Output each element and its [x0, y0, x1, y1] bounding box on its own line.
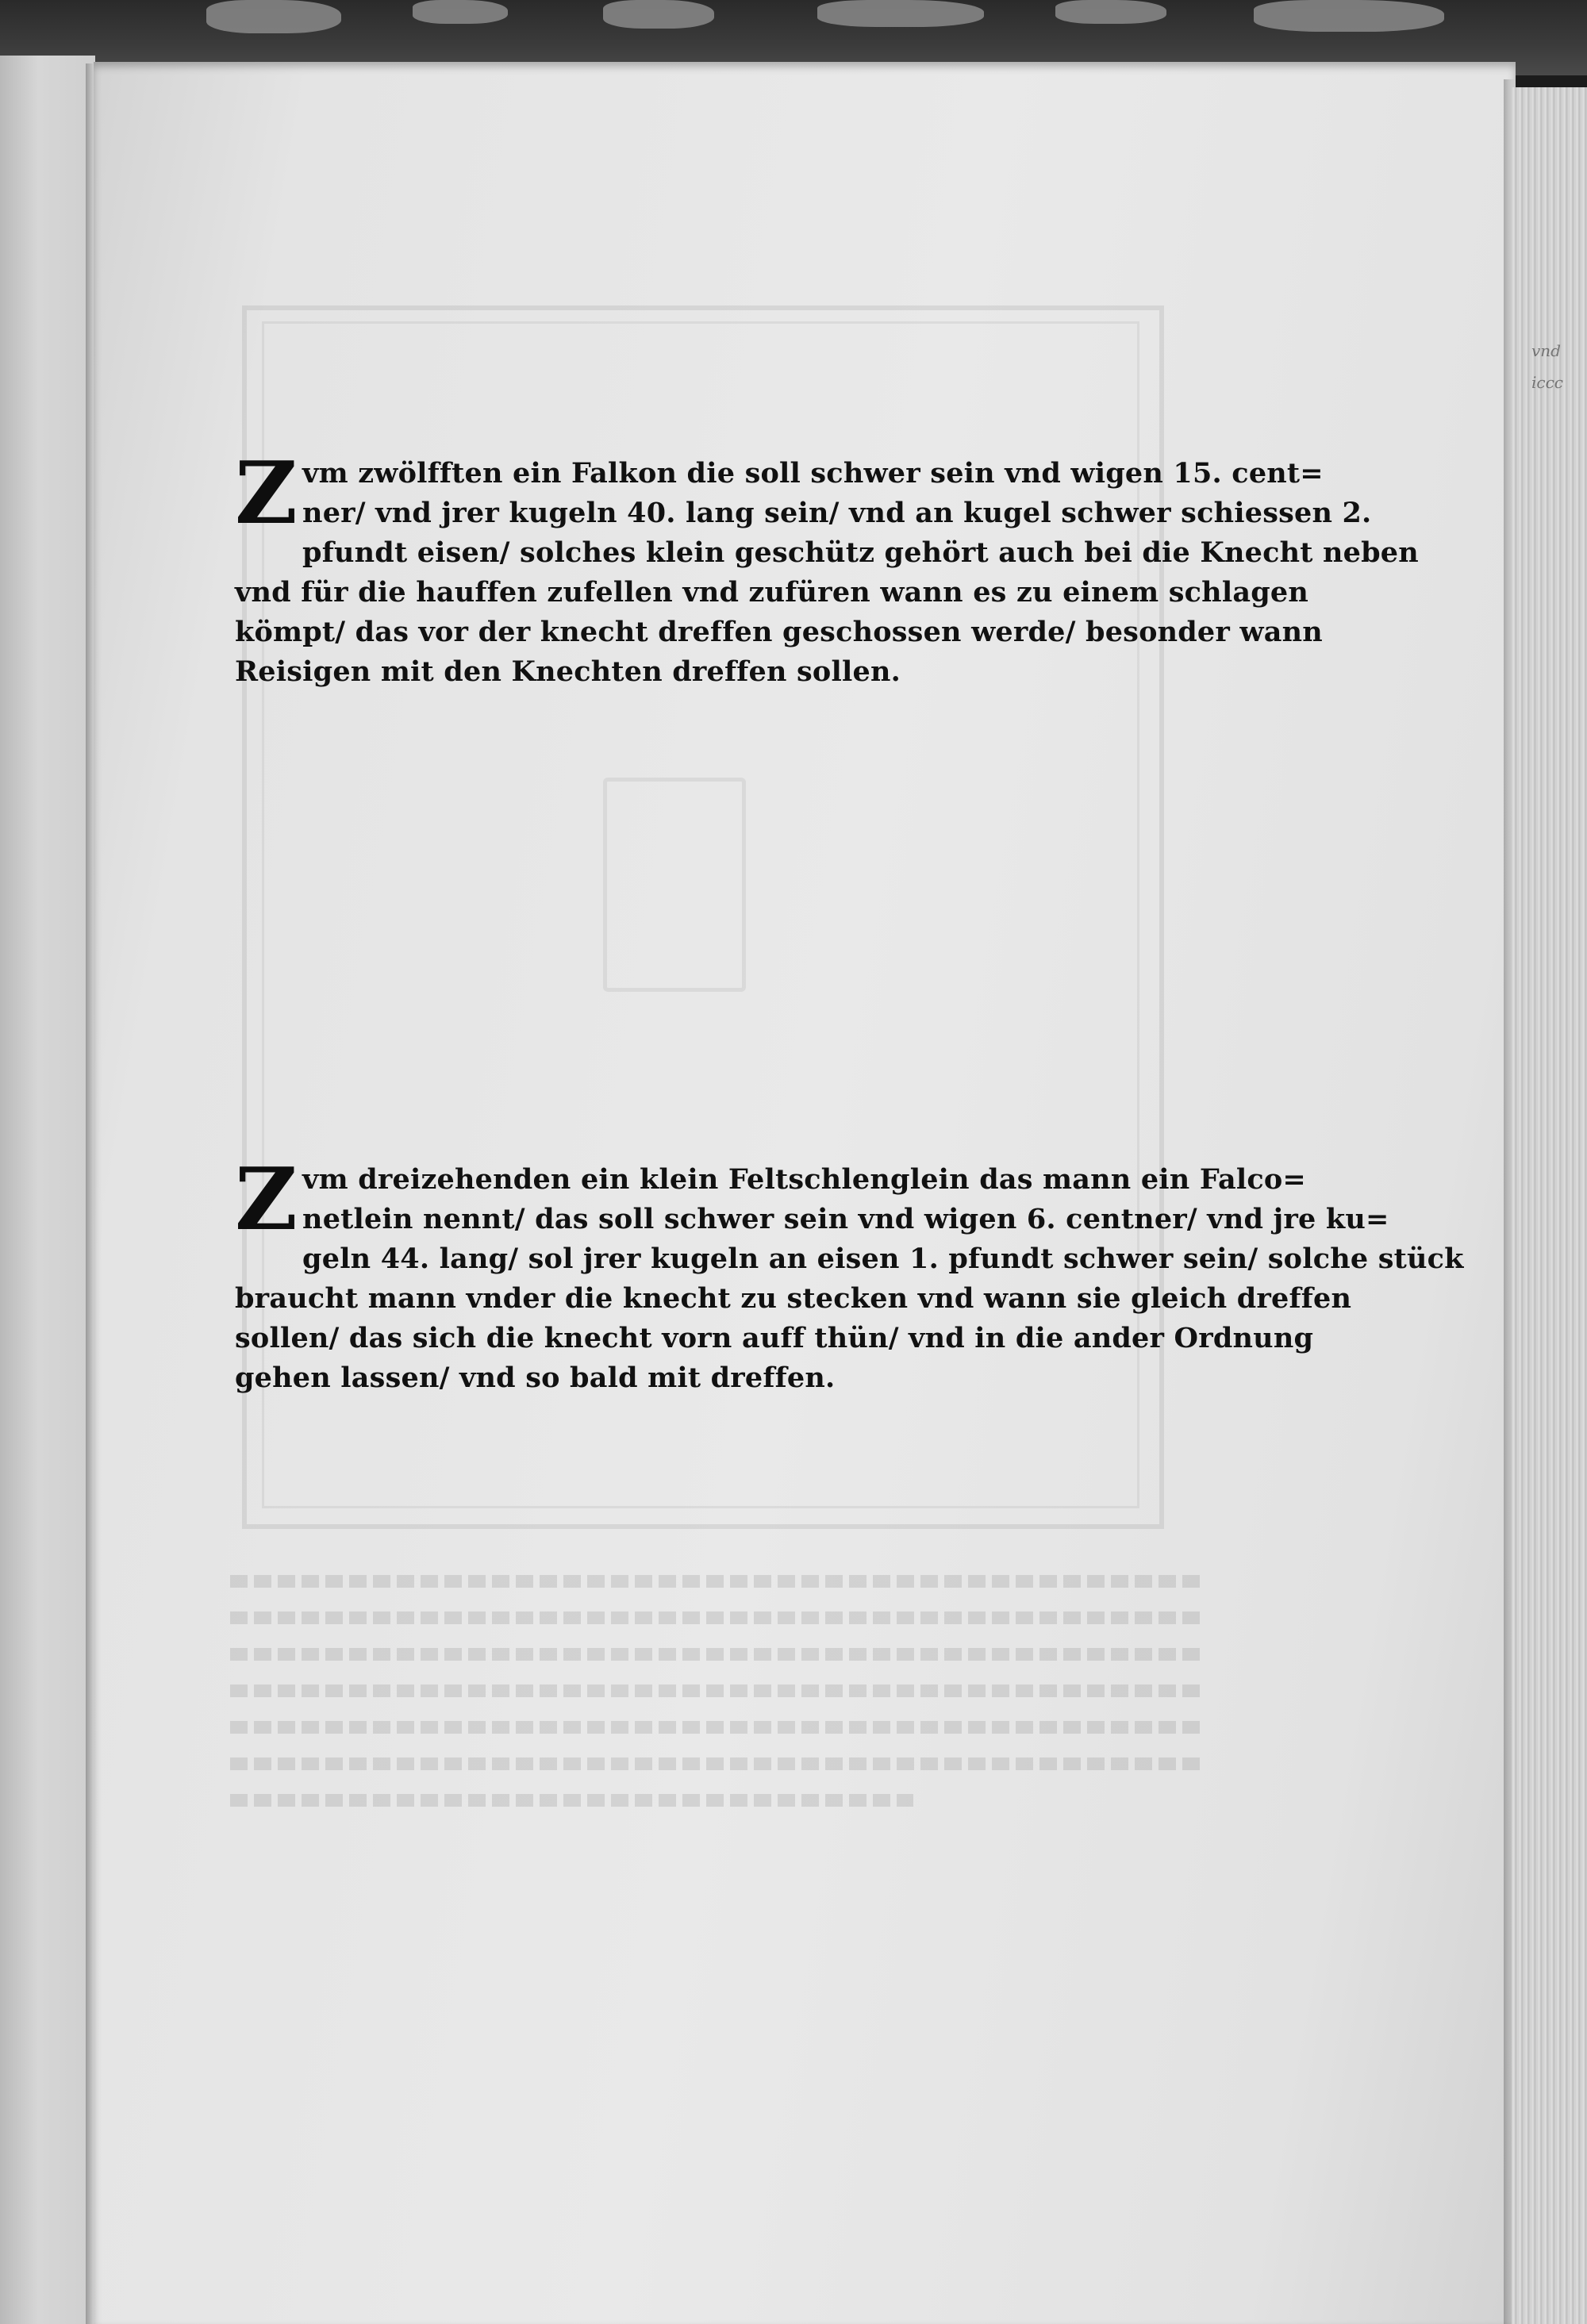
- bleed-through-line: [230, 1757, 1206, 1770]
- bleed-through-cannon-figure: [603, 778, 746, 992]
- bleed-through-text: [230, 1575, 1206, 1830]
- paper-fragment: [1254, 0, 1444, 32]
- paper-fragment: [206, 0, 341, 33]
- margin-handwriting: vnd: [1531, 341, 1561, 360]
- text-line: vnd für die hauffen zufellen vnd zufüren wann es zu einem schlagen: [235, 576, 1308, 609]
- text-line: vm dreizehenden ein klein Feltschlenglein das mann ein Falco=: [302, 1163, 1306, 1196]
- text-line: braucht mann vnder die knecht zu stecken vnd wann sie gleich dreffen: [235, 1282, 1352, 1315]
- text-line: netlein nennt/ das soll schwer sein vnd wigen 6. centner/ vnd jre ku=: [302, 1203, 1389, 1235]
- bleed-through-line: [230, 1684, 1206, 1697]
- paper-fragment: [413, 0, 508, 24]
- bleed-through-line: [230, 1794, 913, 1807]
- text-line: geln 44. lang/ sol jrer kugeln an eisen 1. pfundt schwer sein/ solche stück: [302, 1243, 1464, 1275]
- text-line: sollen/ das sich die knecht vorn auff thün/ vnd in die ander Ordnung: [235, 1322, 1314, 1354]
- paragraph-feltschlenglein: [235, 1150, 1464, 1398]
- text-line: gehen lassen/ vnd so bald mit dreffen.: [235, 1362, 836, 1394]
- paper-fragment: [1055, 0, 1166, 24]
- paper-fragment: [603, 0, 714, 29]
- bleed-through-line: [230, 1648, 1206, 1661]
- facing-page-strip: [0, 56, 95, 2324]
- text-line: Reisigen mit den Knechten dreffen sollen.: [235, 655, 901, 688]
- text-line: ner/ vnd jrer kugeln 40. lang sein/ vnd an kugel schwer schiessen 2.: [302, 497, 1372, 529]
- bleed-through-line: [230, 1721, 1206, 1734]
- paper-fragment: [817, 0, 984, 27]
- bleed-through-line: [230, 1611, 1206, 1624]
- text-line: pfundt eisen/ solches klein geschütz gehört auch bei die Knecht neben: [302, 536, 1419, 569]
- bleed-through-line: [230, 1575, 1206, 1588]
- drop-cap-initial: Z: [235, 1150, 298, 1250]
- text-line: kömpt/ das vor der knecht dreffen geschossen werde/ besonder wann: [235, 616, 1323, 648]
- margin-handwriting: iccc: [1531, 373, 1563, 392]
- page-stack-edges: [1512, 87, 1587, 2324]
- text-line: vm zwölfften ein Falkon die soll schwer sein vnd wigen 15. cent=: [302, 457, 1324, 490]
- paragraph-falkon: [235, 444, 1419, 692]
- drop-cap-initial: Z: [235, 444, 298, 544]
